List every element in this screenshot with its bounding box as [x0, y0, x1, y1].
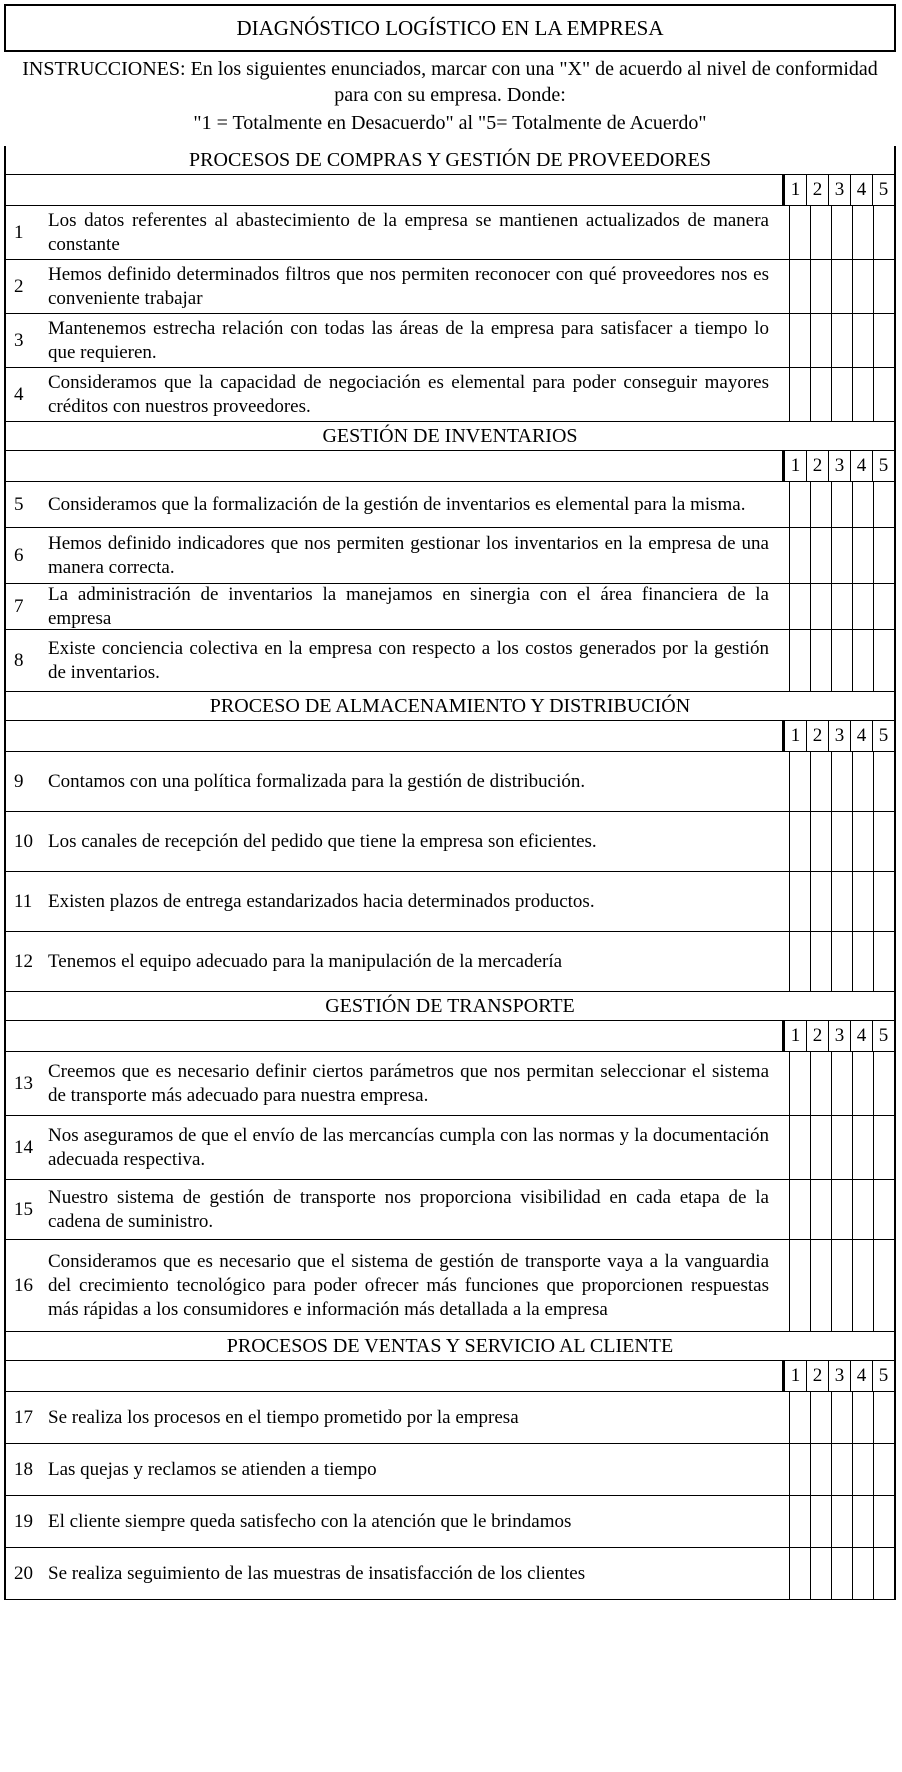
question-row: [6, 1052, 894, 1116]
rating-box-1[interactable]: [789, 1548, 810, 1599]
rating-box-5[interactable]: [873, 206, 894, 259]
rating-box-5[interactable]: [873, 1180, 894, 1239]
rating-box-3[interactable]: [831, 630, 852, 691]
rating-box-2[interactable]: [810, 1392, 831, 1443]
question-number: 6: [14, 544, 24, 566]
rating-box-3[interactable]: [831, 752, 852, 811]
rating-box-3[interactable]: [831, 812, 852, 871]
question-row: [6, 482, 894, 528]
scale-label-2: 2: [806, 1361, 828, 1391]
question-number: 8: [14, 649, 24, 671]
question-row: [6, 1548, 894, 1600]
question-row: [6, 932, 894, 992]
question-number: 3: [14, 329, 24, 351]
scale-label-3: 3: [828, 721, 850, 751]
rating-box-1[interactable]: [789, 932, 810, 991]
question-row: [6, 260, 894, 314]
section-header: GESTIÓN DE INVENTARIOS: [6, 422, 894, 451]
question-number: 13: [14, 1072, 33, 1094]
rating-box-5[interactable]: [873, 1548, 894, 1599]
rating-box-1[interactable]: [789, 752, 810, 811]
rating-box-5[interactable]: [873, 482, 894, 527]
question-number: 1: [14, 221, 24, 243]
scale-header-spacer: [6, 1361, 784, 1391]
question-number: 15: [14, 1198, 33, 1220]
scale-label-4: 4: [850, 451, 872, 481]
rating-box-4[interactable]: [852, 1548, 873, 1599]
rating-box-3[interactable]: [831, 528, 852, 583]
questionnaire-table: [4, 146, 896, 1600]
scale-label-3: 3: [828, 1021, 850, 1051]
rating-box-3[interactable]: [831, 1392, 852, 1443]
question-text: Los canales de recepción del pedido que tiene la empresa son eficientes.: [48, 830, 597, 852]
scale-label-2: 2: [806, 175, 828, 205]
scale-label-4: 4: [850, 175, 872, 205]
scale-label-1: 1: [784, 1021, 806, 1051]
rating-box-2[interactable]: [810, 368, 831, 421]
scale-label-5: 5: [872, 1021, 894, 1051]
rating-box-1[interactable]: [789, 1496, 810, 1547]
rating-box-2[interactable]: [810, 206, 831, 259]
scale-label-2: 2: [806, 1021, 828, 1051]
scale-header-spacer: [6, 175, 784, 205]
question-number: 9: [14, 770, 24, 792]
scale-label-2: 2: [806, 721, 828, 751]
rating-box-1[interactable]: [789, 260, 810, 313]
question-text: Consideramos que la formalización de la gestión de inventarios es elemental para la misma.: [48, 493, 746, 515]
question-row: [6, 528, 894, 584]
question-text: Las quejas y reclamos se atienden a tiempo: [48, 1458, 377, 1480]
question-number: 16: [14, 1274, 33, 1296]
document-title: DIAGNÓSTICO LOGÍSTICO EN LA EMPRESA: [4, 4, 896, 52]
rating-box-2[interactable]: [810, 1444, 831, 1495]
question-text: Mantenemos estrecha relación con todas las áreas de la empresa para satisfacer a tiempo lo que requieren.: [48, 317, 769, 363]
question-number: 20: [14, 1562, 33, 1584]
question-row: [6, 1180, 894, 1240]
rating-box-5[interactable]: [873, 812, 894, 871]
scale-label-5: 5: [872, 1361, 894, 1391]
rating-box-4[interactable]: [852, 482, 873, 527]
question-text: La administración de inventarios la manejamos en sinergia con el área financiera de la empresa: [48, 583, 769, 629]
rating-box-3[interactable]: [831, 1052, 852, 1115]
rating-box-2[interactable]: [810, 1116, 831, 1179]
rating-box-4[interactable]: [852, 1052, 873, 1115]
rating-box-1[interactable]: [789, 206, 810, 259]
rating-box-1[interactable]: [789, 1180, 810, 1239]
question-text: El cliente siempre queda satisfecho con la atención que le brindamos: [48, 1510, 572, 1532]
question-number: 2: [14, 275, 24, 297]
rating-box-3[interactable]: [831, 932, 852, 991]
rating-box-1[interactable]: [789, 584, 810, 629]
rating-box-4[interactable]: [852, 1240, 873, 1331]
rating-box-1[interactable]: [789, 812, 810, 871]
rating-box-2[interactable]: [810, 1548, 831, 1599]
rating-box-2[interactable]: [810, 1496, 831, 1547]
rating-box-5[interactable]: [873, 1052, 894, 1115]
rating-box-2[interactable]: [810, 752, 831, 811]
section-header: PROCESOS DE VENTAS Y SERVICIO AL CLIENTE: [6, 1332, 894, 1361]
rating-box-2[interactable]: [810, 482, 831, 527]
rating-box-1[interactable]: [789, 1052, 810, 1115]
rating-box-2[interactable]: [810, 1180, 831, 1239]
rating-box-5[interactable]: [873, 314, 894, 367]
question-text: Existen plazos de entrega estandarizados hacia determinados productos.: [48, 890, 595, 912]
question-number: 12: [14, 950, 33, 972]
rating-box-3[interactable]: [831, 260, 852, 313]
question-text: Creemos que es necesario definir ciertos parámetros que nos permitan seleccionar el sistema de transporte más adecuado para nuestra empresa.: [48, 1060, 769, 1106]
rating-box-2[interactable]: [810, 812, 831, 871]
rating-box-4[interactable]: [852, 260, 873, 313]
question-number: 19: [14, 1510, 33, 1532]
rating-box-5[interactable]: [873, 368, 894, 421]
rating-box-2[interactable]: [810, 260, 831, 313]
question-text: Se realiza seguimiento de las muestras de insatisfacción de los clientes: [48, 1562, 586, 1584]
rating-box-4[interactable]: [852, 752, 873, 811]
scale-header-row: [6, 175, 894, 206]
question-row: [6, 1496, 894, 1548]
question-text: Existe conciencia colectiva en la empresa con respecto a los costos generados por la gestión de inventarios.: [48, 637, 769, 683]
scale-label-4: 4: [850, 721, 872, 751]
scale-label-5: 5: [872, 175, 894, 205]
rating-box-3[interactable]: [831, 1444, 852, 1495]
scale-label-4: 4: [850, 1361, 872, 1391]
rating-box-3[interactable]: [831, 314, 852, 367]
scale-label-1: 1: [784, 721, 806, 751]
rating-box-5[interactable]: [873, 630, 894, 691]
question-number: 11: [14, 890, 33, 912]
scale-label-5: 5: [872, 721, 894, 751]
instructions-text: INSTRUCCIONES: En los siguientes enunciados, marcar con una "X" de acuerdo al nivel de conformidad para con su empresa. Donde:: [22, 58, 878, 106]
section-header: PROCESOS DE COMPRAS Y GESTIÓN DE PROVEEDORES: [6, 146, 894, 175]
question-number: 10: [14, 830, 33, 852]
question-row: [6, 584, 894, 630]
rating-box-2[interactable]: [810, 314, 831, 367]
rating-box-3[interactable]: [831, 1240, 852, 1331]
rating-box-5[interactable]: [873, 1116, 894, 1179]
rating-box-4[interactable]: [852, 932, 873, 991]
rating-box-3[interactable]: [831, 1116, 852, 1179]
scale-header-row: [6, 1361, 894, 1392]
rating-box-4[interactable]: [852, 812, 873, 871]
question-text: Los datos referentes al abastecimiento de la empresa se mantienen actualizados de manera constante: [48, 209, 769, 255]
rating-box-1[interactable]: [789, 1444, 810, 1495]
rating-box-5[interactable]: [873, 932, 894, 991]
scale-label-1: 1: [784, 175, 806, 205]
rating-box-2[interactable]: [810, 1052, 831, 1115]
question-text: Consideramos que es necesario que el sistema de gestión de transporte vaya a la vanguardia del crecimiento tecnológico para poder ofrecer más funciones que proporcionen respuestas más rápidas a los consumidores e información más detallada a la empresa: [48, 1250, 769, 1320]
question-text: Hemos definido indicadores que nos permiten gestionar los inventarios en la empresa de una manera correcta.: [48, 532, 769, 578]
rating-box-4[interactable]: [852, 206, 873, 259]
rating-box-3[interactable]: [831, 368, 852, 421]
section-header: GESTIÓN DE TRANSPORTE: [6, 992, 894, 1021]
scale-label-1: 1: [784, 451, 806, 481]
scale-label-3: 3: [828, 175, 850, 205]
question-text: Se realiza los procesos en el tiempo prometido por la empresa: [48, 1406, 519, 1428]
rating-box-2[interactable]: [810, 630, 831, 691]
rating-box-2[interactable]: [810, 932, 831, 991]
rating-box-1[interactable]: [789, 528, 810, 583]
rating-box-4[interactable]: [852, 528, 873, 583]
question-row: [6, 1444, 894, 1496]
rating-box-5[interactable]: [873, 260, 894, 313]
rating-box-3[interactable]: [831, 482, 852, 527]
question-row: [6, 314, 894, 368]
rating-box-5[interactable]: [873, 584, 894, 629]
rating-box-5[interactable]: [873, 1496, 894, 1547]
scale-label-3: 3: [828, 1361, 850, 1391]
question-text: Tenemos el equipo adecuado para la manipulación de la mercadería: [48, 950, 563, 972]
rating-box-1[interactable]: [789, 1116, 810, 1179]
scale-header-row: [6, 451, 894, 482]
rating-box-1[interactable]: [789, 368, 810, 421]
rating-box-1[interactable]: [789, 482, 810, 527]
rating-box-2[interactable]: [810, 872, 831, 931]
rating-box-4[interactable]: [852, 368, 873, 421]
rating-box-3[interactable]: [831, 872, 852, 931]
rating-box-5[interactable]: [873, 1392, 894, 1443]
question-row: [6, 812, 894, 872]
rating-box-4[interactable]: [852, 872, 873, 931]
scale-label-4: 4: [850, 1021, 872, 1051]
rating-box-1[interactable]: [789, 872, 810, 931]
question-text: Hemos definido determinados filtros que nos permiten reconocer con qué proveedores nos es conveniente trabajar: [48, 263, 769, 309]
scale-label-1: 1: [784, 1361, 806, 1391]
rating-box-4[interactable]: [852, 314, 873, 367]
question-number: 5: [14, 493, 24, 515]
question-number: 4: [14, 383, 24, 405]
question-text: Nos aseguramos de que el envío de las mercancías cumpla con las normas y la documentación adecuada respectiva.: [48, 1124, 769, 1170]
scale-header-spacer: [6, 451, 784, 481]
scale-label-3: 3: [828, 451, 850, 481]
rating-box-4[interactable]: [852, 1496, 873, 1547]
rating-box-4[interactable]: [852, 630, 873, 691]
scale-header-row: [6, 1021, 894, 1052]
rating-box-2[interactable]: [810, 1240, 831, 1331]
rating-box-5[interactable]: [873, 528, 894, 583]
question-number: 17: [14, 1406, 33, 1428]
question-number: 14: [14, 1136, 33, 1158]
scale-header-row: [6, 721, 894, 752]
question-number: 7: [14, 595, 24, 617]
question-row: [6, 1240, 894, 1332]
rating-box-3[interactable]: [831, 206, 852, 259]
question-text: Nuestro sistema de gestión de transporte nos proporciona visibilidad en cada etapa de la cadena de suministro.: [48, 1186, 769, 1232]
rating-box-3[interactable]: [831, 1180, 852, 1239]
rating-box-1[interactable]: [789, 314, 810, 367]
rating-box-1[interactable]: [789, 1240, 810, 1331]
question-row: [6, 1116, 894, 1180]
rating-box-4[interactable]: [852, 1444, 873, 1495]
rating-box-2[interactable]: [810, 584, 831, 629]
rating-box-5[interactable]: [873, 752, 894, 811]
scale-header-spacer: [6, 721, 784, 751]
scale-header-spacer: [6, 1021, 784, 1051]
rating-box-5[interactable]: [873, 1444, 894, 1495]
question-row: [6, 752, 894, 812]
scale-label-5: 5: [872, 451, 894, 481]
rating-box-3[interactable]: [831, 1496, 852, 1547]
rating-box-4[interactable]: [852, 584, 873, 629]
question-row: [6, 872, 894, 932]
question-text: Contamos con una política formalizada para la gestión de distribución.: [48, 770, 586, 792]
rating-box-1[interactable]: [789, 630, 810, 691]
question-row: [6, 368, 894, 422]
scale-label-2: 2: [806, 451, 828, 481]
rating-box-3[interactable]: [831, 584, 852, 629]
rating-box-5[interactable]: [873, 872, 894, 931]
question-text: Consideramos que la capacidad de negociación es elemental para poder conseguir mayores créditos con nuestros proveedores.: [48, 371, 769, 417]
rating-box-4[interactable]: [852, 1116, 873, 1179]
section-header: PROCESO DE ALMACENAMIENTO Y DISTRIBUCIÓN: [6, 692, 894, 721]
rating-box-5[interactable]: [873, 1240, 894, 1331]
rating-box-4[interactable]: [852, 1180, 873, 1239]
question-row: [6, 1392, 894, 1444]
scale-definition-text: "1 = Totalmente en Desacuerdo" al "5= Totalmente de Acuerdo": [193, 112, 707, 134]
question-row: [6, 206, 894, 260]
rating-box-2[interactable]: [810, 528, 831, 583]
rating-box-4[interactable]: [852, 1392, 873, 1443]
rating-box-1[interactable]: [789, 1392, 810, 1443]
question-number: 18: [14, 1458, 33, 1480]
question-row: [6, 630, 894, 692]
rating-box-3[interactable]: [831, 1548, 852, 1599]
